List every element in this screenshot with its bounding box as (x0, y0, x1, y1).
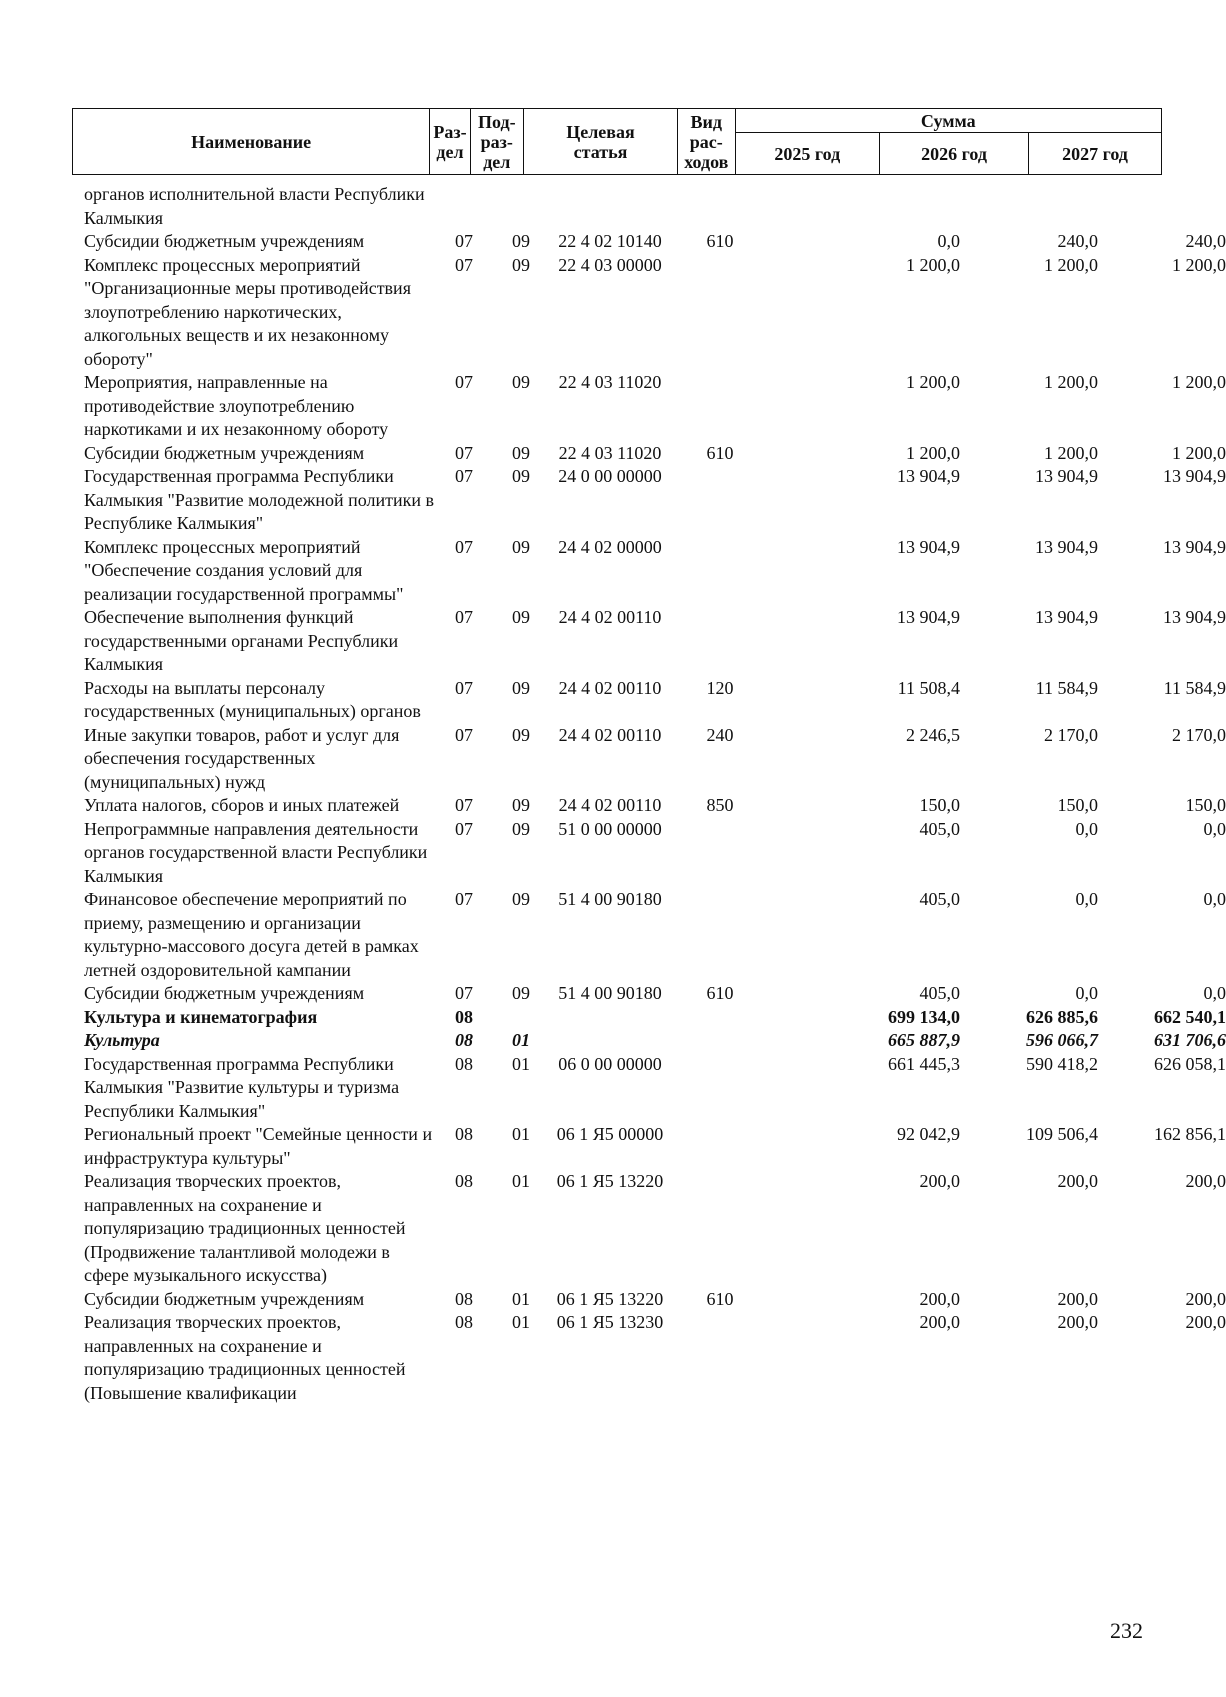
podrazdel-cell: 09 (512, 536, 530, 557)
header-summa: Сумма (735, 109, 1162, 133)
razdel-cell: 08 (455, 1124, 473, 1144)
vid-rashodov-cell: 120 (706, 677, 734, 698)
razdel-cell: 07 (455, 795, 473, 815)
vid-rashodov-cell: 240 (706, 724, 734, 745)
sum-2026-cell: 150,0 (1057, 795, 1098, 815)
razdel-cell: 08 (455, 1006, 473, 1027)
sum-2027-cell: 13 904,9 (1163, 607, 1226, 627)
header-podrazdel-line3: дел (483, 151, 511, 172)
razdel-cell: 07 (455, 607, 473, 627)
sum-2026-cell: 240,0 (1057, 231, 1098, 251)
razdel-cell: 07 (455, 466, 473, 486)
table-row (72, 1053, 1226, 1124)
vid-rashodov-cell: 610 (706, 442, 734, 463)
podrazdel-cell: 01 (512, 1171, 530, 1191)
sum-2027-cell: 0,0 (1203, 889, 1226, 909)
table-row (72, 982, 1226, 1006)
razdel-cell: 08 (455, 1053, 473, 1074)
table-row (72, 230, 1226, 254)
sum-2027-cell: 0,0 (1203, 983, 1226, 1003)
table-row (72, 1029, 1226, 1053)
sum-2025-cell: 11 508,4 (897, 677, 960, 698)
row-name: Реализация творческих проектов, направленных на сохранение и популяризацию традиционных ценностей (Повышение квалификации (84, 1312, 406, 1403)
row-name: Комплекс процессных мероприятий "Обеспечение создания условий для реализации государственной программы" (84, 536, 404, 604)
sum-2027-cell: 11 584,9 (1163, 677, 1226, 698)
row-name: Финансовое обеспечение мероприятий по приему, размещению и организации культурно-массового досуга детей в рамках летней оздоровительной кампании (84, 889, 419, 980)
row-name: Непрограммные направления деятельности органов государственной власти Республики Калмыкия (84, 818, 428, 886)
podrazdel-cell: 09 (512, 677, 530, 698)
sum-2027-cell: 631 706,6 (1154, 1030, 1226, 1050)
podrazdel-cell: 09 (512, 724, 530, 745)
sum-2026-cell: 13 904,9 (1035, 466, 1098, 486)
table-row (72, 1123, 1226, 1170)
header-vid (678, 109, 735, 175)
celevaya-statya-cell: 24 4 02 00110 (558, 724, 662, 745)
table-row (72, 254, 1226, 372)
podrazdel-cell: 09 (512, 466, 530, 486)
table-row (72, 677, 1226, 724)
row-name: Реализация творческих проектов, направленных на сохранение и популяризацию традиционных ценностей (Продвижение талантливой молодежи в сфере музыкального искусства) (84, 1171, 406, 1285)
header-razdel-line1: Раз- (433, 121, 467, 142)
podrazdel-cell: 09 (512, 254, 530, 275)
sum-2026-cell: 200,0 (1057, 1171, 1098, 1191)
sum-2025-cell: 92 042,9 (897, 1124, 960, 1144)
header-vid-line2: рас- (689, 131, 723, 152)
celevaya-statya-cell: 51 4 00 90180 (558, 889, 662, 909)
table-header (72, 108, 1162, 175)
celevaya-statya-cell: 22 4 03 11020 (558, 442, 662, 463)
celevaya-statya-cell: 24 0 00 00000 (558, 466, 662, 486)
sum-2027-cell: 200,0 (1185, 1312, 1226, 1332)
sum-2027-cell: 200,0 (1185, 1288, 1226, 1309)
podrazdel-cell: 01 (512, 1312, 530, 1332)
table-row (72, 371, 1226, 442)
sum-2025-cell: 1 200,0 (906, 254, 960, 275)
table-row (72, 606, 1226, 677)
sum-2025-cell: 1 200,0 (906, 442, 960, 463)
sum-2025-cell: 200,0 (919, 1312, 960, 1332)
podrazdel-cell: 09 (512, 607, 530, 627)
sum-2026-cell: 590 418,2 (1026, 1053, 1098, 1074)
sum-2027-cell: 13 904,9 (1163, 536, 1226, 557)
celevaya-statya-cell: 51 4 00 90180 (558, 983, 662, 1003)
sum-2026-cell: 13 904,9 (1035, 536, 1098, 557)
razdel-cell: 08 (455, 1312, 473, 1332)
row-name: Государственная программа Республики Калмыкия "Развитие культуры и туризма Республики Калмыкия" (84, 1053, 400, 1121)
sum-2025-cell: 661 445,3 (888, 1053, 960, 1074)
sum-2025-cell: 1 200,0 (906, 372, 960, 392)
row-name: Уплата налогов, сборов и иных платежей (84, 795, 400, 815)
podrazdel-cell: 09 (512, 795, 530, 815)
podrazdel-cell: 01 (512, 1030, 530, 1050)
razdel-cell: 07 (455, 231, 473, 251)
razdel-cell: 07 (455, 677, 473, 698)
celevaya-statya-cell: 06 0 00 00000 (558, 1053, 662, 1074)
row-name: Субсидии бюджетным учреждениям (84, 983, 365, 1003)
sum-2025-cell: 2 246,5 (906, 724, 960, 745)
header-celevaya (523, 109, 677, 175)
table-row (72, 536, 1226, 607)
table-row (72, 888, 1226, 982)
podrazdel-cell: 09 (512, 231, 530, 251)
celevaya-statya-cell: 24 4 02 00110 (558, 795, 662, 815)
sum-2026-cell: 2 170,0 (1044, 724, 1098, 745)
razdel-cell: 07 (455, 254, 473, 275)
vid-rashodov-cell: 610 (706, 983, 734, 1003)
row-name: Культура (84, 1030, 160, 1050)
sum-2025-cell: 0,0 (937, 231, 960, 251)
sum-2025-cell: 405,0 (919, 983, 960, 1003)
sum-2026-cell: 11 584,9 (1035, 677, 1098, 698)
podrazdel-cell: 01 (512, 1288, 530, 1309)
sum-2026-cell: 0,0 (1075, 889, 1098, 909)
row-name: Субсидии бюджетным учреждениям (84, 1288, 365, 1309)
razdel-cell: 07 (455, 818, 473, 839)
celevaya-statya-cell: 24 4 02 00110 (558, 677, 662, 698)
row-name: Обеспечение выполнения функций государственными органами Республики Калмыкия (84, 607, 399, 674)
podrazdel-cell: 09 (512, 372, 530, 392)
table-row (72, 1006, 1226, 1030)
header-razdel (430, 109, 470, 175)
page-number: 232 (1110, 1618, 1143, 1643)
sum-2025-cell: 200,0 (919, 1171, 960, 1191)
header-podrazdel-line1: Под- (478, 111, 516, 132)
sum-2025-cell: 13 904,9 (897, 466, 960, 486)
table-row (72, 1288, 1226, 1312)
row-name: Субсидии бюджетным учреждениям (84, 231, 365, 251)
razdel-cell: 08 (455, 1288, 473, 1309)
table-row (72, 818, 1226, 889)
header-celevaya-line1: Целевая (566, 121, 635, 142)
vid-rashodov-cell: 610 (706, 1288, 734, 1309)
sum-2027-cell: 1 200,0 (1172, 442, 1226, 463)
row-name: органов исполнительной власти Республики Калмыкия (84, 184, 425, 228)
razdel-cell: 07 (455, 442, 473, 463)
sum-2026-cell: 1 200,0 (1044, 442, 1098, 463)
vid-rashodov-cell: 850 (706, 795, 734, 815)
table-body (72, 183, 1226, 1405)
podrazdel-cell: 01 (512, 1053, 530, 1074)
sum-2025-cell: 13 904,9 (897, 607, 960, 627)
header-year-2027: 2027 год (1029, 133, 1162, 175)
row-name: Иные закупки товаров, работ и услуг для обеспечения государственных (муниципальных) нужд (84, 724, 400, 792)
sum-2027-cell: 200,0 (1185, 1171, 1226, 1191)
sum-2027-cell: 1 200,0 (1172, 254, 1226, 275)
sum-2025-cell: 200,0 (919, 1288, 960, 1309)
row-name: Комплекс процессных мероприятий "Организационные меры противодействия злоупотреблению наркотических, алкогольных веществ и их незаконному обороту" (84, 254, 411, 369)
table-row (72, 794, 1226, 818)
sum-2025-cell: 699 134,0 (888, 1006, 960, 1027)
razdel-cell: 08 (455, 1030, 473, 1050)
razdel-cell: 08 (455, 1171, 473, 1191)
sum-2026-cell: 1 200,0 (1044, 254, 1098, 275)
celevaya-statya-cell: 06 1 Я5 13230 (556, 1312, 664, 1332)
celevaya-statya-cell: 06 1 Я5 00000 (556, 1124, 664, 1144)
celevaya-statya-cell: 22 4 03 00000 (558, 254, 662, 275)
sum-2025-cell: 405,0 (919, 889, 960, 909)
sum-2027-cell: 662 540,1 (1154, 1006, 1226, 1027)
sum-2026-cell: 626 885,6 (1026, 1006, 1098, 1027)
row-name: Региональный проект "Семейные ценности и инфраструктура культуры" (84, 1124, 433, 1168)
podrazdel-cell: 09 (512, 442, 530, 463)
sum-2025-cell: 665 887,9 (888, 1030, 960, 1050)
header-celevaya-line2: статья (573, 141, 628, 162)
table-row (72, 442, 1226, 466)
celevaya-statya-cell: 06 1 Я5 13220 (556, 1288, 664, 1309)
sum-2026-cell: 1 200,0 (1044, 372, 1098, 392)
celevaya-statya-cell: 24 4 02 00110 (558, 607, 662, 627)
sum-2025-cell: 150,0 (919, 795, 960, 815)
header-podrazdel-line2: раз- (480, 131, 513, 152)
sum-2027-cell: 0,0 (1203, 818, 1226, 839)
sum-2027-cell: 626 058,1 (1154, 1053, 1226, 1074)
table-row (72, 1170, 1226, 1288)
sum-2026-cell: 0,0 (1075, 983, 1098, 1003)
razdel-cell: 07 (455, 983, 473, 1003)
vid-rashodov-cell: 610 (706, 231, 734, 251)
row-name: Культура и кинематография (84, 1006, 318, 1027)
header-podrazdel (470, 109, 523, 175)
sum-2027-cell: 2 170,0 (1172, 724, 1226, 745)
sum-2025-cell: 405,0 (919, 818, 960, 839)
razdel-cell: 07 (455, 889, 473, 909)
row-name: Расходы на выплаты персоналу государственных (муниципальных) органов (84, 677, 421, 721)
podrazdel-cell: 01 (512, 1124, 530, 1144)
celevaya-statya-cell: 24 4 02 00000 (558, 536, 662, 557)
table-row (72, 724, 1226, 795)
header-name: Наименование (73, 109, 430, 175)
header-vid-line1: Вид (690, 111, 723, 132)
celevaya-statya-cell: 22 4 02 10140 (558, 231, 662, 251)
sum-2027-cell: 13 904,9 (1163, 466, 1226, 486)
celevaya-statya-cell: 51 0 00 00000 (558, 818, 662, 839)
razdel-cell: 07 (455, 536, 473, 557)
razdel-cell: 07 (455, 724, 473, 745)
row-name: Субсидии бюджетным учреждениям (84, 442, 365, 463)
razdel-cell: 07 (455, 372, 473, 392)
sum-2026-cell: 200,0 (1057, 1288, 1098, 1309)
sum-2026-cell: 596 066,7 (1026, 1030, 1098, 1050)
sum-2027-cell: 240,0 (1185, 231, 1226, 251)
podrazdel-cell: 09 (512, 889, 530, 909)
table-row (72, 1311, 1226, 1405)
header-razdel-line2: дел (436, 141, 464, 162)
sum-2026-cell: 200,0 (1057, 1312, 1098, 1332)
sum-2026-cell: 13 904,9 (1035, 607, 1098, 627)
sum-2025-cell: 13 904,9 (897, 536, 960, 557)
header-year-2026: 2026 год (880, 133, 1029, 175)
podrazdel-cell: 09 (512, 818, 530, 839)
sum-2027-cell: 150,0 (1185, 795, 1226, 815)
row-name: Мероприятия, направленные на противодействие злоупотреблению наркотиками и их незаконному обороту (84, 372, 389, 439)
sum-2027-cell: 1 200,0 (1172, 372, 1226, 392)
celevaya-statya-cell: 22 4 03 11020 (558, 372, 662, 392)
header-year-2025: 2025 год (735, 133, 880, 175)
header-vid-line3: ходов (684, 151, 729, 172)
podrazdel-cell: 09 (512, 983, 530, 1003)
sum-2026-cell: 0,0 (1075, 818, 1098, 839)
table-row (72, 465, 1226, 536)
celevaya-statya-cell: 06 1 Я5 13220 (556, 1171, 664, 1191)
sum-2026-cell: 109 506,4 (1026, 1124, 1098, 1144)
row-name: Государственная программа Республики Калмыкия "Развитие молодежной политики в Республике Калмыкия" (84, 466, 434, 533)
sum-2027-cell: 162 856,1 (1154, 1124, 1226, 1144)
table-row (72, 183, 1172, 230)
